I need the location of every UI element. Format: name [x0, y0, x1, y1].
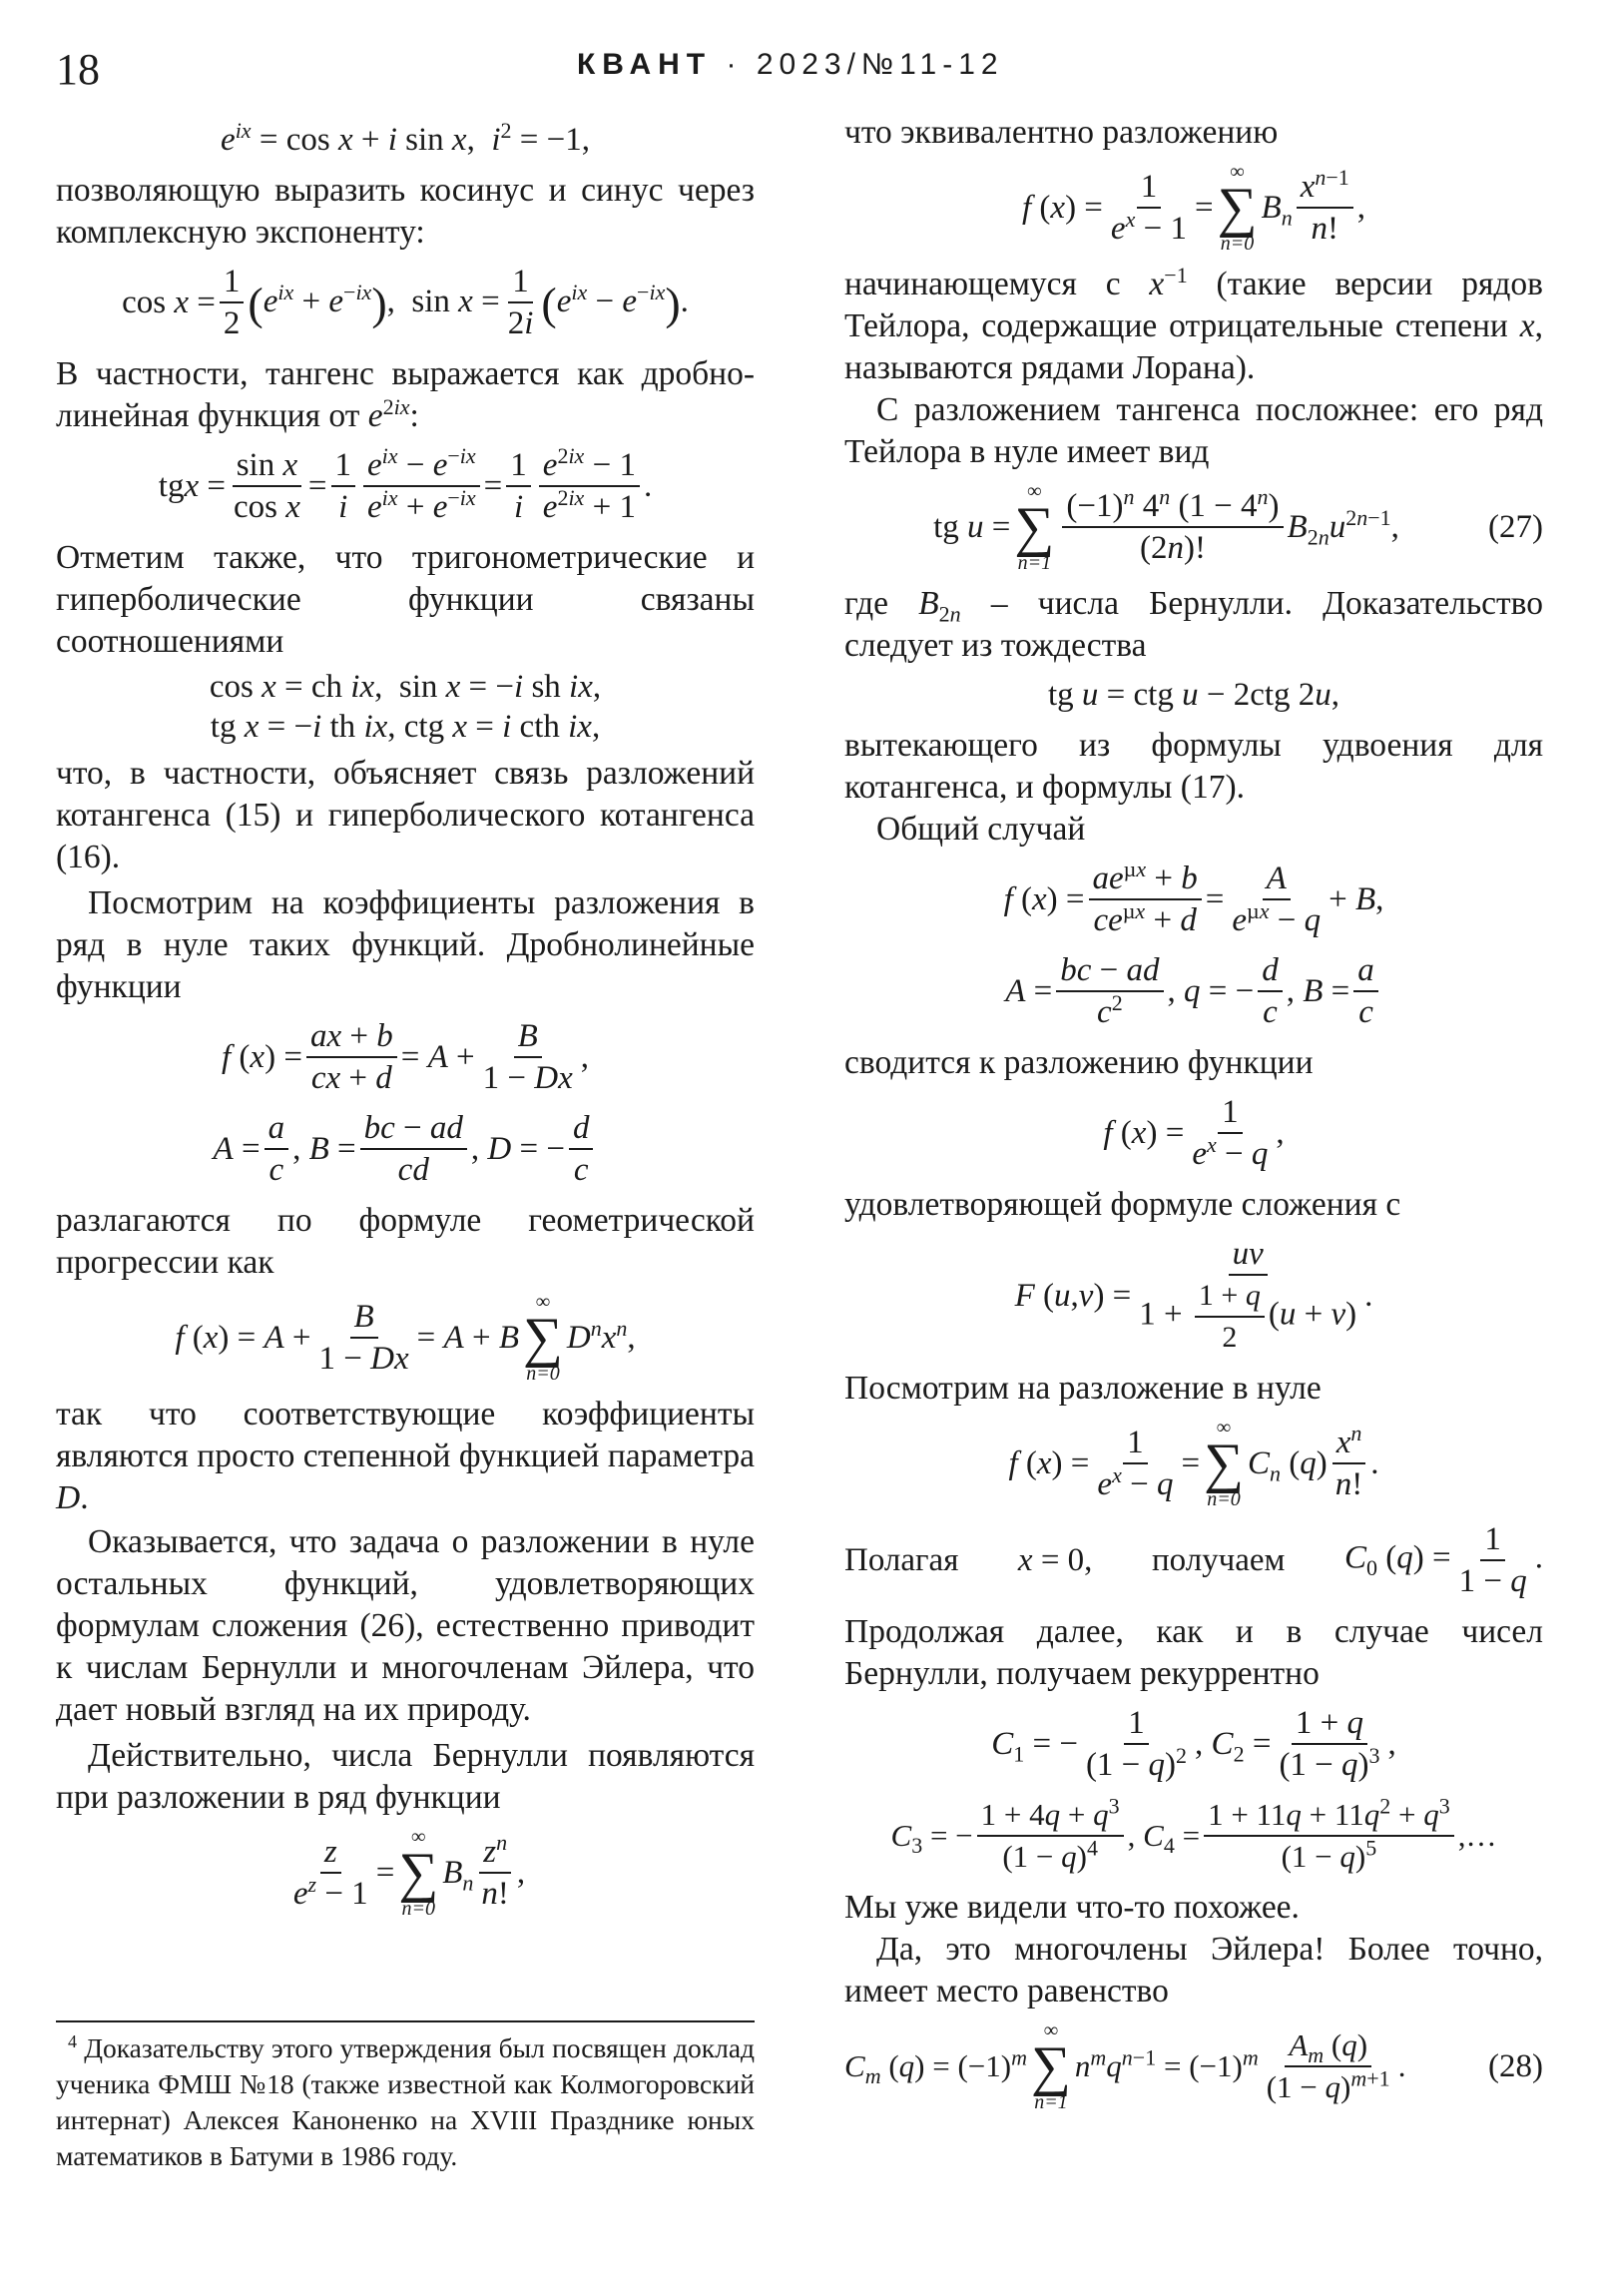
page-number: 18 [56, 45, 100, 94]
journal-name: КВАНТ [577, 48, 713, 81]
paragraph: вытекающего из формулы удвоения для котангенса, и формулы (17). [844, 727, 1543, 806]
paragraph: так что соответствующие коэффициенты являются просто степенной функцией параметра D. [56, 1396, 755, 1516]
right-column [844, 112, 1543, 2122]
paragraph: Продолжая далее, как и в случае чисел Бернулли, получаем рекуррентно [844, 1613, 1543, 1692]
general-case-coefficients: A = $\frac{bc - ad}{c^2}$ , q = − $\frac{d}{c}$ , B = $\frac{a}{c}$ [844, 950, 1543, 1032]
general-case-function: f (x) = $ae^{\mu x} + b$ $ce^{\mu x} + d$ = A $e^{\mu x} - q$ + B, [1003, 857, 1384, 938]
paragraph: разлагаются по формуле геометрической прогрессии как [56, 1202, 755, 1281]
paragraph: Мы уже видели что-то похожее. [844, 1889, 1300, 1926]
paragraph: позволяющую выразить косинус и синус через комплексную экспоненту: [56, 172, 755, 251]
footnote-text: Доказательству этого утверждения был посвящен доклад ученика ФМШ №18 (также известной как Колмогоровский интернат) Алексея Каноненко на XVIII Празднике юных математиков в Батуми в 1986 году. [56, 2032, 756, 2171]
footnote-divider [56, 2020, 755, 2022]
footnote-mark: 4 [68, 2030, 77, 2051]
cotangent-identity: tg u = ctg u − 2ctg 2u, [1047, 677, 1340, 713]
bernoulli-equivalent-expansion: f (x) = $\frac{1}{e^x - 1}$ = ∞ ∑ n=0 $B_n$ $x^{n-1}$ n! , [1021, 161, 1366, 255]
footnote [56, 2030, 755, 2174]
euler-formula: $e^{ix} = \cos x + i$ sin x, $i^2 = -1$, [221, 118, 590, 158]
equation-27: tg u = ∞ ∑ n=1 $(-1)^n$ 4$^n$ $(1 - 4^n)$ (2n)! $B_{2n}u^{2n-1}$, (27) [933, 480, 1543, 574]
fractional-linear-function: f (x) = $\frac{ax + b}{cx + d}$ = A + $\frac{B}{1 - Dx}$ , [222, 1018, 589, 1096]
c1-c2-formula: $C_1$ = − $\frac{1}{(1 - q)^2}$ , $C_2$ = $\frac{1 + q}{(1 - q)^3}$ , [991, 1705, 1396, 1783]
paragraph: что, в частности, объясняет связь разложений котангенса (15) и гиперболического котангенса (16). [56, 755, 755, 875]
fractional-linear-coefficients: A = $\frac{a}{c}$ , B = $\frac{bc - ad}{cd}$ , D = − $\frac{d}{c}$ [56, 1108, 755, 1190]
paragraph: Посмотрим на разложение в нуле [844, 1370, 1322, 1407]
paragraph: Да, это многочлены Эйлера! Более точно, имеет место равенство [844, 1931, 1543, 2009]
paragraph: где $B_{2n}$ – числа Бернулли. Доказательство следует из тождества [844, 585, 1543, 664]
paragraph: Посмотрим на коэффициенты разложения в ряд в нуле таких функций. Дробнолинейные функции [56, 884, 755, 1005]
addition-formula: F (u,v) = uv 1 + $\frac{1 + q}{2}$ (u + v) . [1014, 1236, 1373, 1354]
paragraph: С разложением тангенса посложнее: его ряд Тейлора в нуле имеет вид [844, 391, 1543, 470]
paragraph: сводится к разложению функции [844, 1044, 1314, 1081]
left-column [56, 112, 755, 1929]
cos-sin-exp-formula: cos x = $\frac{1}{2}$ $(e^{ix} + e^{-ix})$, sin x = $\frac{1}{2i}$ $(e^{ix} - e^{-ix})$. [122, 264, 689, 341]
paragraph: Общий случай [876, 811, 1086, 848]
equation-28: $C_m$ $(q) = (-1)^m$ ∞ ∑ n=1 $n^mq^{n-1} = (-1)^m$ $A_m$ (q) $(1 - q)^{m+1}$ . (28) [844, 2019, 1543, 2113]
reduced-function: f (x) = $\frac{1}{e^x - q}$ , [1103, 1094, 1285, 1172]
running-header [577, 48, 1004, 82]
equation-number-27: (27) [1488, 509, 1543, 545]
text-fragment: Полагая [844, 1542, 959, 1578]
trig-hyperbolic-relations-1: cos x = ch ix, sin x = −i sh ix, [209, 669, 602, 705]
paragraph: Отметим также, что тригонометрические и гиперболические функции связаны соотношениями [56, 539, 755, 660]
issue-label: 2023/№11-12 [756, 48, 1004, 81]
paragraph: удовлетворяющей формуле сложения с [844, 1186, 1401, 1223]
paragraph: начинающемуся с $x^{-1}$ (такие версии рядов Тейлора, содержащие отрицательные степени x, называются рядами Лорана). [844, 262, 1543, 386]
paragraph: Оказывается, что задача о разложении в нуле остальных функций, удовлетворяющих формулам сложения (26), естественно приводит к числам Бернулли и многочленам Эйлера, что дает новый взгляд на их природу. [56, 1523, 755, 1728]
geometric-series-formula: f (x) = A + $\frac{B}{1 - Dx}$ = A + B ∞ ∑ n=0 $D^nx^n$, [175, 1291, 636, 1385]
header-separator: · [726, 48, 743, 81]
paragraph: что эквивалентно разложению [844, 114, 1279, 151]
trig-hyperbolic-relations-2: tg x = −i th ix, ctg x = i cth ix, [210, 709, 601, 745]
paragraph: В частности, тангенс выражается как дробно-линейная функция от $e^{2ix}$: [56, 355, 755, 434]
expansion-c-coefficients: f (x) = $\frac{1}{e^x - q}$ = ∞ ∑ n=0 $C_n$ (q) $x^n$ n! . [1008, 1417, 1379, 1510]
c3-c4-formula: $C_3$ = − $\frac{1 + 4q + q^3}{(1 - q)^4}$ , $C_4$ = $\frac{1 + 11q + 11q^2 + q^3}{(1 - q)^5}$ ,… [890, 1793, 1497, 1874]
text-fragment: получаем [1151, 1542, 1286, 1578]
equation-number-28: (28) [1488, 2048, 1543, 2084]
tangent-formula: tgx = $\frac{\text{sin x}}{\text{cos x}}$ = $\frac{1}{i}$ $e^{ix} - e^{-ix}$ $e^{ix} + e^{-ix}$ = $\frac{1}{i}$ $e^{2ix} - 1$ $e^{2ix} + 1$ . [158, 443, 653, 525]
bernoulli-generating-function: $\frac{z}{e^z - 1}$ = ∞ ∑ n=0 $B_n$ $z^n$ n! , [292, 1826, 526, 1920]
paragraph: Действительно, числа Бернулли появляются при разложении в ряд функции [56, 1737, 755, 1816]
c0-line: Полагая x = 0, получаем $C_0$ (q) = $\frac{1}{1 - q}$ . [844, 1521, 1543, 1599]
